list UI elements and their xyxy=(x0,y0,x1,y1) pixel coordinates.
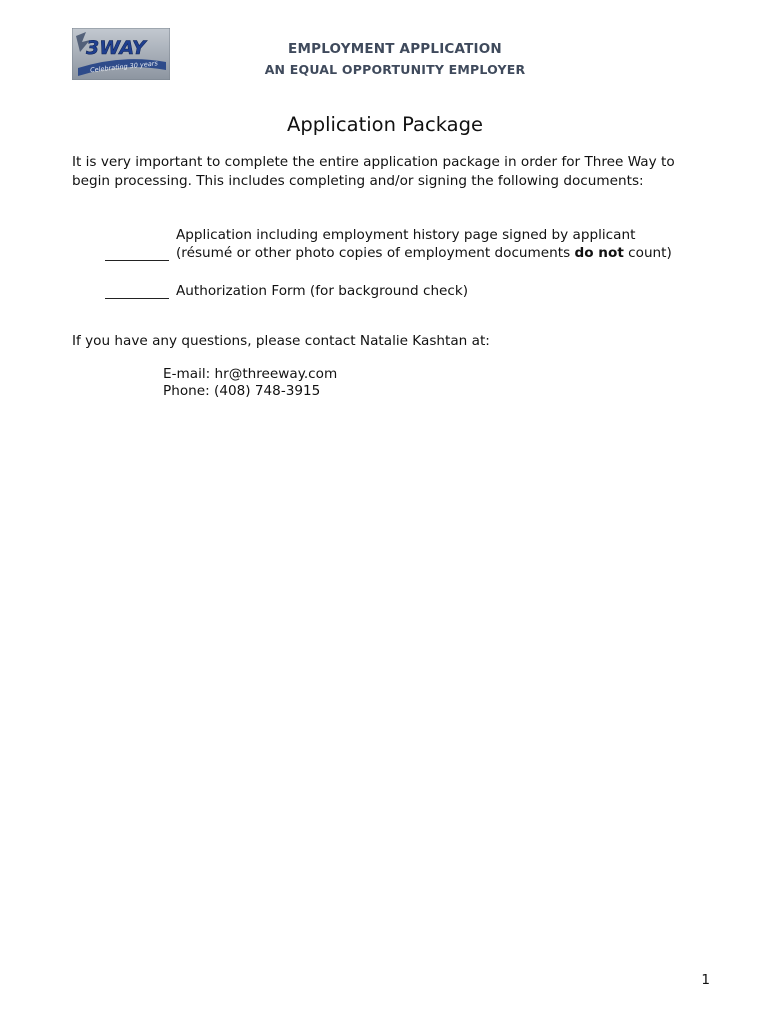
checklist-item-text: Application including employment history page signed by applicant (résumé or other photo copies of employment documents xyxy=(176,227,636,261)
logo-wordmark: 3WAY xyxy=(86,37,146,59)
document-title: Application Package xyxy=(287,113,483,136)
contact-email: E-mail: hr@threeway.com xyxy=(163,366,338,382)
checklist-blank-line-2[interactable] xyxy=(105,298,169,299)
header-subtitle: AN EQUAL OPPORTUNITY EMPLOYER xyxy=(264,62,526,77)
logo-banner-text: Celebrating 30 years xyxy=(89,59,159,75)
contact-phone: Phone: (408) 748-3915 xyxy=(163,383,321,399)
header-title: EMPLOYMENT APPLICATION xyxy=(288,41,502,57)
checklist-item-text: Authorization Form (for background check) xyxy=(176,283,469,299)
company-logo xyxy=(72,28,170,80)
checklist-item-authorization xyxy=(176,282,686,300)
checklist-item-application xyxy=(176,226,686,262)
checklist-item-text-end: count) xyxy=(623,245,672,261)
questions-line: If you have any questions, please contact Natalie Kashtan at: xyxy=(72,333,490,349)
intro-paragraph: It is very important to complete the entire application package in order for Three Way to begin processing. This includes completing and/or signing the following documents: xyxy=(72,154,675,189)
page-number: 1 xyxy=(701,972,710,988)
checklist-blank-line-1[interactable] xyxy=(105,260,169,261)
checklist-item-emphasis: do not xyxy=(574,245,624,261)
